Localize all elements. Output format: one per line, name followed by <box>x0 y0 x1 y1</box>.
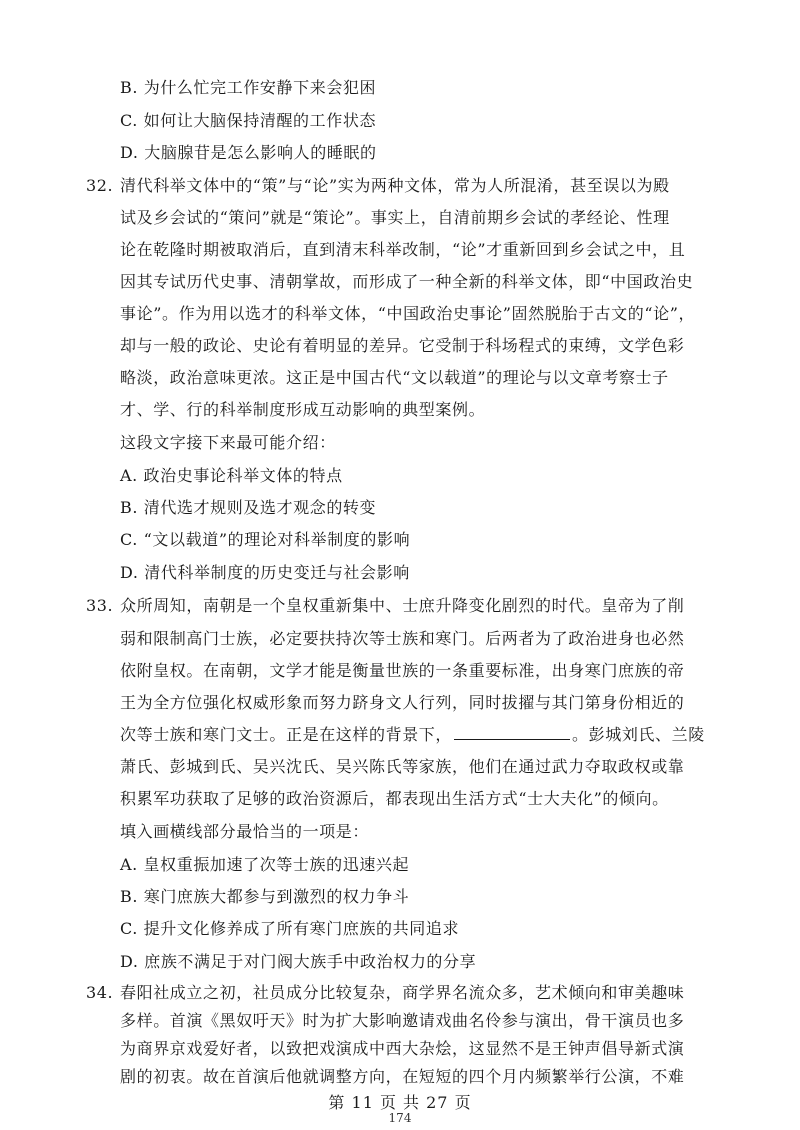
q32-line: 略淡，政治意味更浓。这正是中国古代“文以载道”的理论与以文章考察士子 <box>120 368 669 387</box>
q32-line: 才、学、行的科举制度形成互动影响的典型案例。 <box>120 400 486 419</box>
q33-number: 33. <box>86 596 114 615</box>
q33-text-after-blank: 。彭城刘氏、兰陵 <box>572 725 705 744</box>
q34-number: 34. <box>86 983 114 1002</box>
q32-option-a: A. 政治史事论科举文体的特点 <box>120 466 343 485</box>
q32-number: 32. <box>86 176 114 195</box>
q32-line: 试及乡会试的“策问”就是“策论”。事实上，自清前期乡会试的孝经论、性理 <box>120 208 670 227</box>
q33-line: 弱和限制高门士族，必定要扶持次等士族和寒门。后两者为了政治进身也必然 <box>120 629 685 648</box>
q32-line: 论在乾隆时期被取消后，直到清末科举改制，“论”才重新回到乡会试之中，且 <box>120 240 686 259</box>
q32-line: 事论”。作为用以选才的科举文体，“中国政治史事论”固然脱胎于古文的“论”， <box>120 304 696 323</box>
q31-option-d: D. 大脑腺苷是怎么影响人的睡眠的 <box>120 143 377 162</box>
q32-prompt: 这段文字接下来最可能介绍： <box>120 433 336 452</box>
q32-option-c: C. “文以载道”的理论对科举制度的影响 <box>120 530 411 549</box>
q34-line: 多样。首演《黑奴吁天》时为扩大影响邀请戏曲名伶参与演出，骨干演员也多 <box>120 1011 685 1030</box>
q33-line: 王为全方位强化权威形象而努力跻身文人行列，同时拔擢与其门第身份相近的 <box>120 693 685 712</box>
q34-line: 春阳社成立之初，社员成分比较复杂，商学界名流众多，艺术倾向和审美趣味 <box>120 983 685 1002</box>
q33-blank-line <box>120 725 705 745</box>
q34-line: 剧的初衷。故在首演后他就调整方向，在短短的四个月内频繁举行公演，不难 <box>120 1067 685 1086</box>
q33-option-a: A. 皇权重振加速了次等士族的迅速兴起 <box>120 855 410 874</box>
q33-option-b: B. 寒门庶族大都参与到激烈的权力争斗 <box>120 887 410 906</box>
q34-line: 为商界京戏爱好者，以致把戏演成中西大杂烩，这显然不是王钟声倡导新式演 <box>120 1039 685 1058</box>
q33-line: 积累军功获取了足够的政治资源后，都表现出生活方式“士大夫化”的倾向。 <box>120 789 669 808</box>
q32-line: 却与一般的政论、史论有着明显的差异。它受制于科场程式的束缚，文学色彩 <box>120 336 685 355</box>
q33-line: 众所周知，南朝是一个皇权重新集中、士庶升降变化剧烈的时代。皇帝为了削 <box>120 596 685 615</box>
q32-option-b: B. 清代选才规则及选才观念的转变 <box>120 498 377 517</box>
page-number: 174 <box>388 1111 412 1125</box>
q32-option-d: D. 清代科举制度的历史变迁与社会影响 <box>120 563 410 582</box>
q33-line: 萧氏、彭城到氏、吴兴沈氏、吴兴陈氏等家族，他们在通过武力夺取政权或靠 <box>120 757 685 776</box>
q33-fill-blank <box>454 725 570 740</box>
q33-option-c: C. 提升文化修养成了所有寒门庶族的共同追求 <box>120 919 460 938</box>
q31-option-c: C. 如何让大脑保持清醒的工作状态 <box>120 111 377 130</box>
q32-line: 因其专试历代史事、清朝掌故，而形成了一种全新的科举文体，即“中国政治史 <box>120 272 694 291</box>
q33-prompt: 填入画横线部分最恰当的一项是： <box>120 822 370 841</box>
q33-text-before-blank: 次等士族和寒门文士。正是在这样的背景下， <box>120 725 453 744</box>
q32-line: 清代科举文体中的“策”与“论”实为两种文体，常为人所混淆，甚至误以为殿 <box>120 176 670 195</box>
page-indicator: 第 11 页 共 27 页 <box>328 1093 472 1112</box>
q33-line: 依附皇权。在南朝，文学才能是衡量世族的一条重要标准，出身寒门庶族的帝 <box>120 661 685 680</box>
q31-option-b: B. 为什么忙完工作安静下来会犯困 <box>120 78 377 97</box>
q33-option-d: D. 庶族不满足于对门阀大族手中政治权力的分享 <box>120 952 477 971</box>
